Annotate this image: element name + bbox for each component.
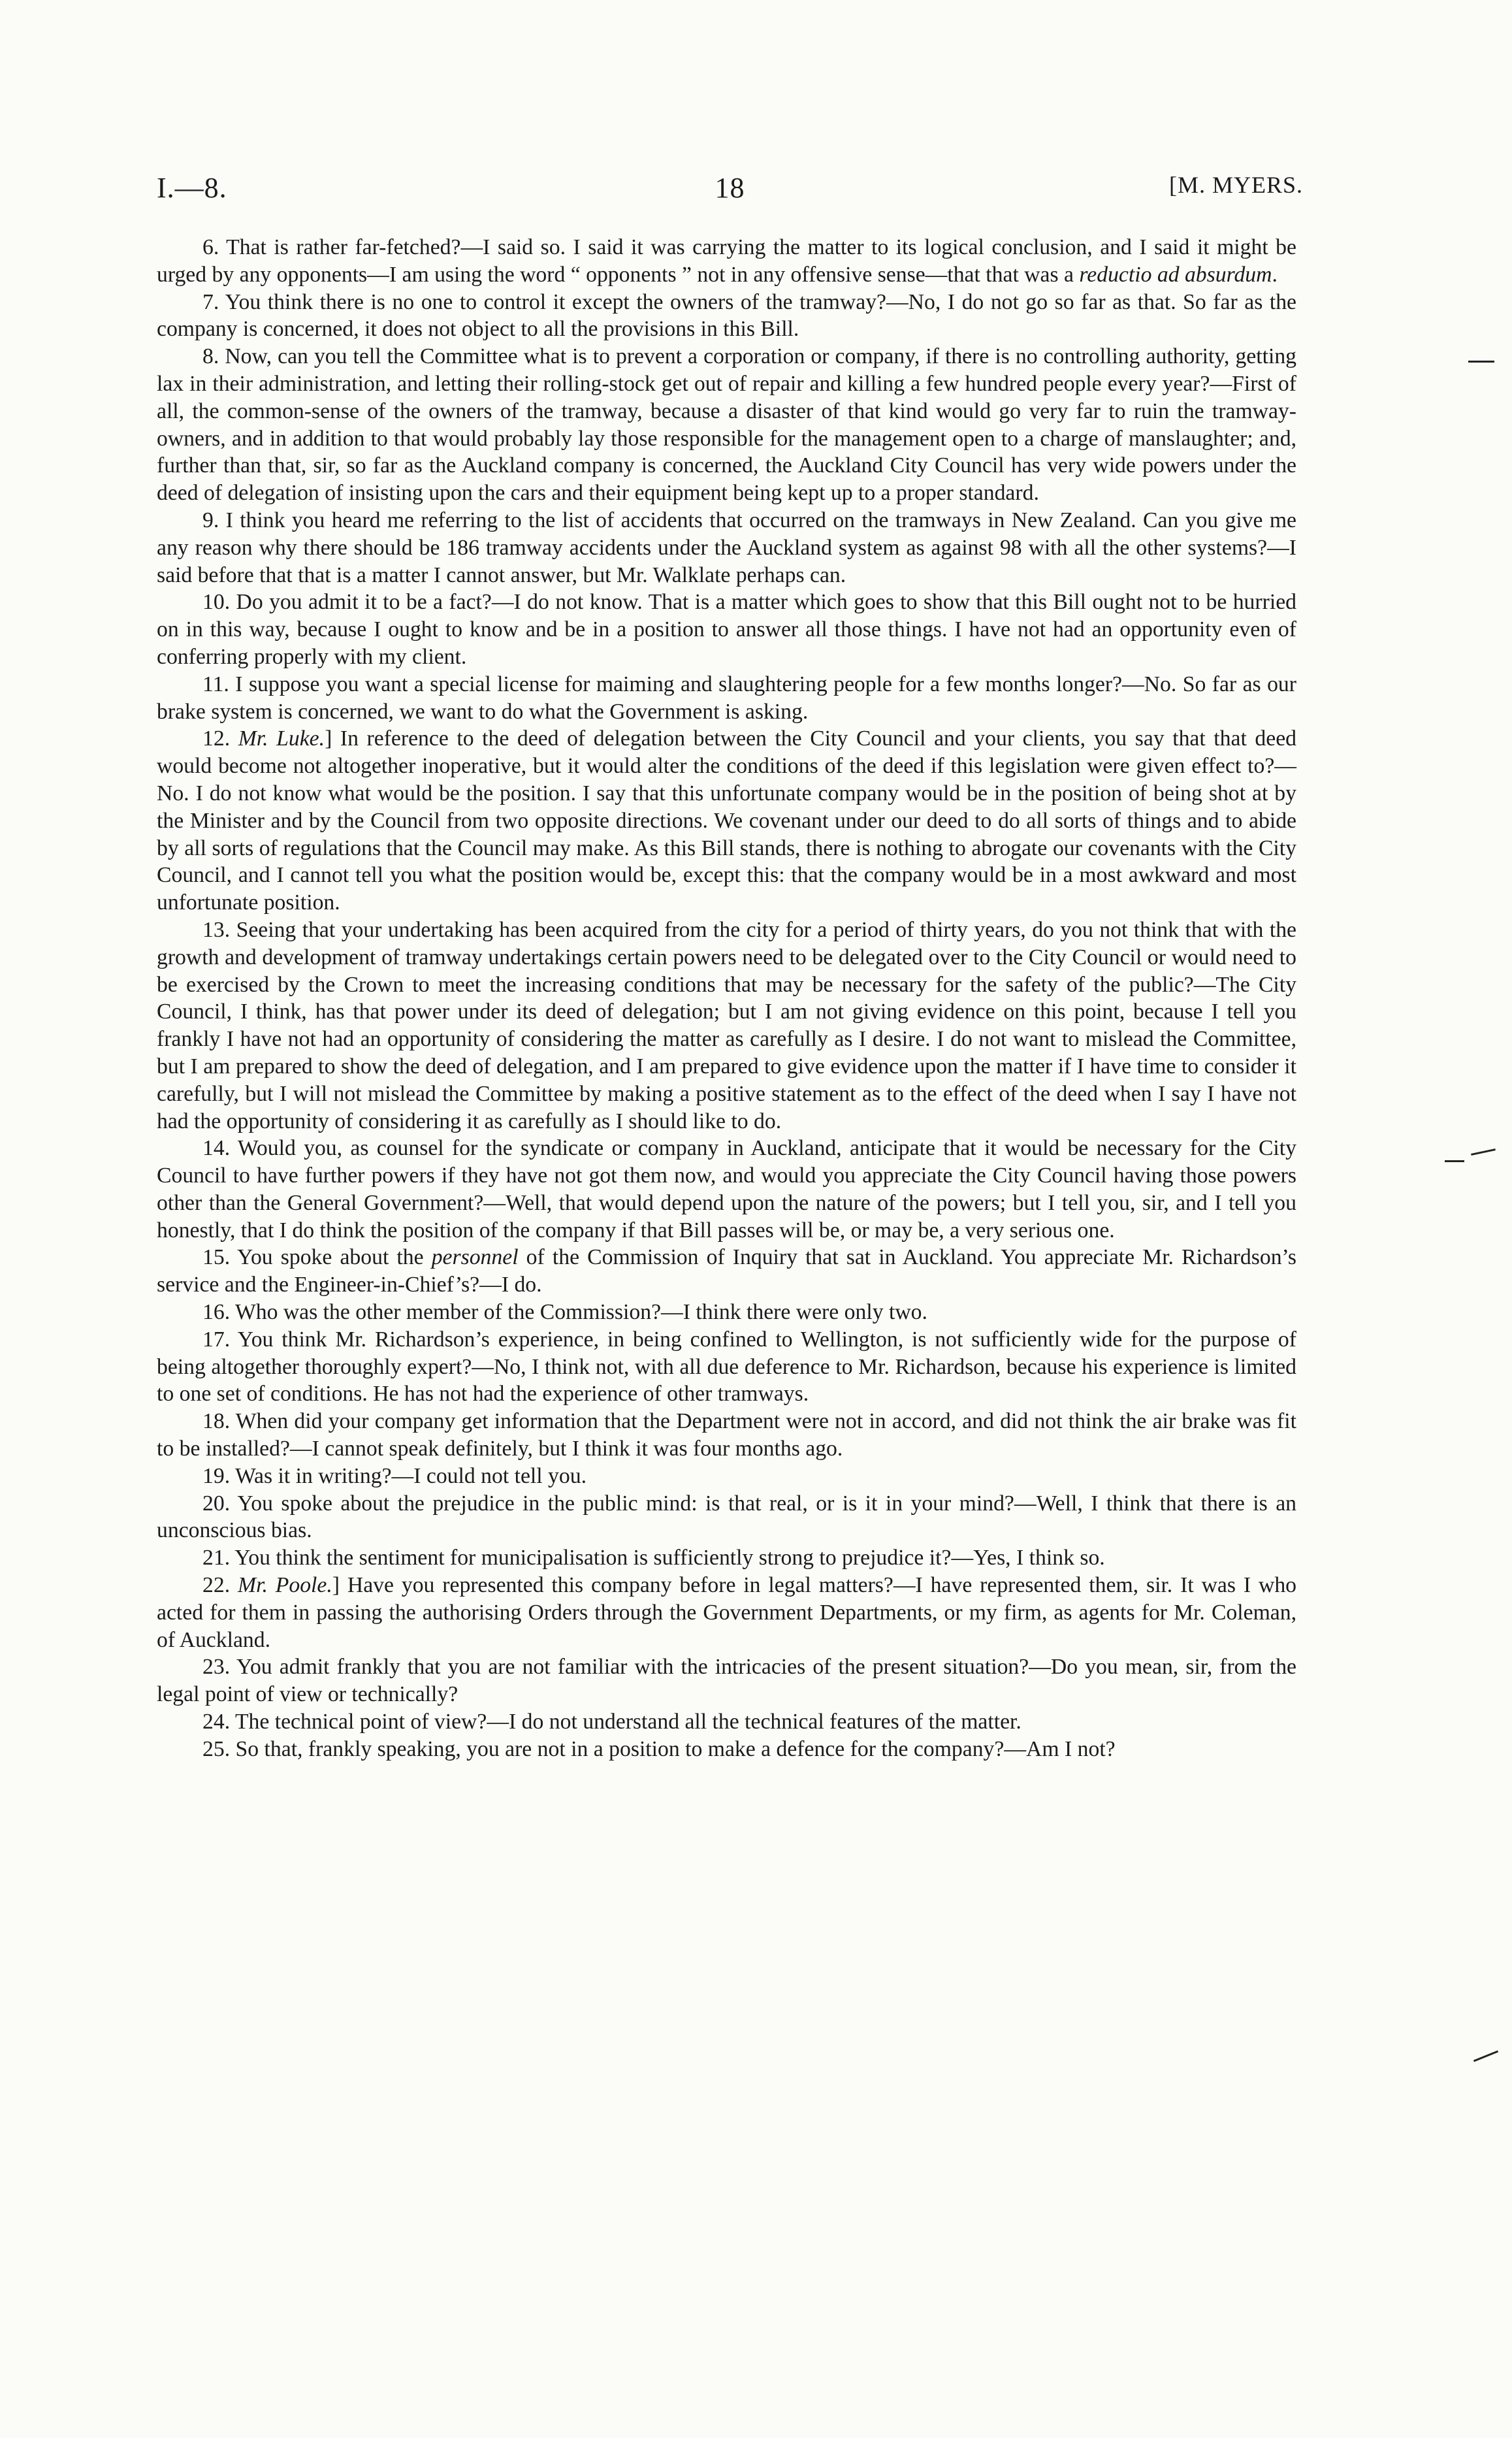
question-paragraph: 14. Would you, as counsel for the syndicate or company in Auckland, anticipate that it would be necessary for the City Council to have further powers if they have not got them now, and would you appreciate the City Council having those powers other than the General Government?—Well, that would depend upon the nature of the powers; but I tell you, sir, and I tell you honestly, that I do think the position of the company if that Bill passes will be, or may be, a very serious one. xyxy=(157,1136,1296,1243)
question-paragraph: 7. You think there is no one to control it except the owners of the tramway?—No, I do not go so far as that. So far as the company is concerned, it does not object to all the provisions in this Bill. xyxy=(157,289,1297,342)
question-paragraph: 21. You think the sentiment for municipalisation is sufficiently strong to prejudice it?—Yes, I think so. xyxy=(202,1546,1105,1570)
paper-reference: I.—8. xyxy=(157,172,227,204)
question-paragraph: 13. Seeing that your undertaking has been acquired from the city for a period of thirty years, do you not think that with the growth and development of tramway undertakings certain powers need to be delegated over to the City Council or would need to be exercised by the Crown to meet the increasing conditions that may be necessary for the safety of the public?—The City Council, I think, has that power under its deed of delegation; but I am not giving evidence on this point, because I tell you frankly I have not had an opportunity of considering the matter as carefully as I desire. I do not want to mislead the Committee, but I am prepared to show the deed of delegation, and I am prepared to give evidence upon the matter if I have time to consider it carefully, but I will not mislead the Committee by making a positive statement as to the effect of the deed when I say I have not had the opportunity of considering it as carefully as I should like to do. xyxy=(157,917,1297,1133)
question-paragraph: 25. So that, frankly speaking, you are not in a position to make a defence for the company?—Am I not? xyxy=(202,1736,1116,1761)
margin-mark xyxy=(1445,1160,1464,1162)
question-paragraph: 16. Who was the other member of the Commission?—I think there were only two. xyxy=(202,1300,927,1325)
question-paragraph: 11. I suppose you want a special license for maiming and slaughtering people for a few months longer?—No. So far as our brake system is concerned, we want to do what the Government is asking. xyxy=(157,672,1296,724)
margin-mark xyxy=(1468,361,1494,363)
page-number: 18 xyxy=(715,172,745,204)
speaker-name: Mr. Poole. xyxy=(238,1573,332,1598)
question-paragraph: 23. You admit frankly that you are not familiar with the intricacies of the present situation?—Do you mean, sir, from the legal point of view or technically? xyxy=(157,1655,1297,1707)
question-paragraph: 12. Mr. Luke.] In reference to the deed of delegation between the City Council and your clients, you say that that deed would become not altogether inoperative, but it would alter the conditions of the deed if this legislation were given effect to?—No. I do not know what would be the position. I say that this unfortunate company would be in the position of being shot at by the Minister and by the Council from two opposite directions. We covenant under our deed to do all sorts of things and to abide by all sorts of regulations that the Council may make. As this Bill stands, there is nothing to abrogate our covenants with the City Council, and I cannot tell you what the position would be, except this: that the company would be in a most awkward and most unfortunate position. xyxy=(157,726,1297,915)
margin-mark xyxy=(1473,2051,1498,2062)
question-paragraph: 10. Do you admit it to be a fact?—I do not know. That is a matter which goes to show that this Bill ought not to be hurried on in this way, because I ought to know and be in a position to answer all those things. I have not had an opportunity even of conferring properly with my client. xyxy=(157,590,1296,669)
witness-name: [M. MYERS. xyxy=(1168,172,1303,198)
question-paragraph: 19. Was it in writing?—I could not tell you. xyxy=(202,1463,587,1488)
question-paragraph: 20. You spoke about the prejudice in the public mind: is that real, or is it in your mind?—Well, I think that there is an unconscious bias. xyxy=(157,1491,1296,1543)
evidence-body xyxy=(157,234,1296,1763)
question-paragraph: 6. That is rather far-fetched?—I said so. I said it was carrying the matter to its logical conclusion, and I said it might be urged by any opponents—I am using the word “ opponents ” not in any offensive sense—that that was a reductio ad absurdum. xyxy=(157,235,1296,287)
speaker-name: Mr. Luke. xyxy=(238,726,325,751)
question-paragraph: 18. When did your company get information that the Department were not in accord, and did not think the air brake was fit to be installed?—I cannot speak definitely, but I think it was four months ago. xyxy=(157,1409,1296,1461)
question-paragraph: 9. I think you heard me referring to the list of accidents that occurred on the tramways in New Zealand. Can you give me any reason why there should be 186 tramway accidents under the Auckland system as against 98 with all the other systems?—I said before that that is a matter I cannot answer, but Mr. Walklate perhaps can. xyxy=(157,508,1296,587)
question-paragraph: 8. Now, can you tell the Committee what is to prevent a corporation or company, if there is no controlling authority, getting lax in their administration, and letting their rolling-stock get out of repair and killing a few hundred people every year?—First of all, the common-sense of the owners of the tramway, because a disaster of that kind would go very far to ruin the tramway-owners, and in addition to that would probably lay those responsible for the management open to a charge of manslaughter; and, further than that, sir, so far as the Auckland company is concerned, the Auckland City Council has very wide powers under the deed of delegation of insisting upon the cars and their equipment being kept up to a proper standard. xyxy=(157,344,1297,506)
question-paragraph: 17. You think Mr. Richardson’s experience, in being confined to Wellington, is not sufficiently wide for the purpose of being altogether thoroughly expert?—No, I think not, with all due deference to Mr. Richardson, because his experience is limited to one set of conditions. He has not had the experience of other tramways. xyxy=(157,1327,1296,1406)
question-paragraph: 24. The technical point of view?—I do not understand all the technical features of the matter. xyxy=(202,1710,1021,1734)
question-paragraph: 15. You spoke about the personnel of the Commission of Inquiry that sat in Auckland. You appreciate Mr. Richardson’s service and the Engineer-in-Chief’s?—I do. xyxy=(157,1245,1296,1297)
question-paragraph: 22. Mr. Poole.] Have you represented this company before in legal matters?—I have represented them, sir. It was I who acted for them in passing the authorising Orders through the Government Departments, or my firm, as agents for Mr. Coleman, of Auckland. xyxy=(157,1573,1297,1652)
margin-mark xyxy=(1471,1148,1496,1156)
page-header xyxy=(157,171,1303,210)
